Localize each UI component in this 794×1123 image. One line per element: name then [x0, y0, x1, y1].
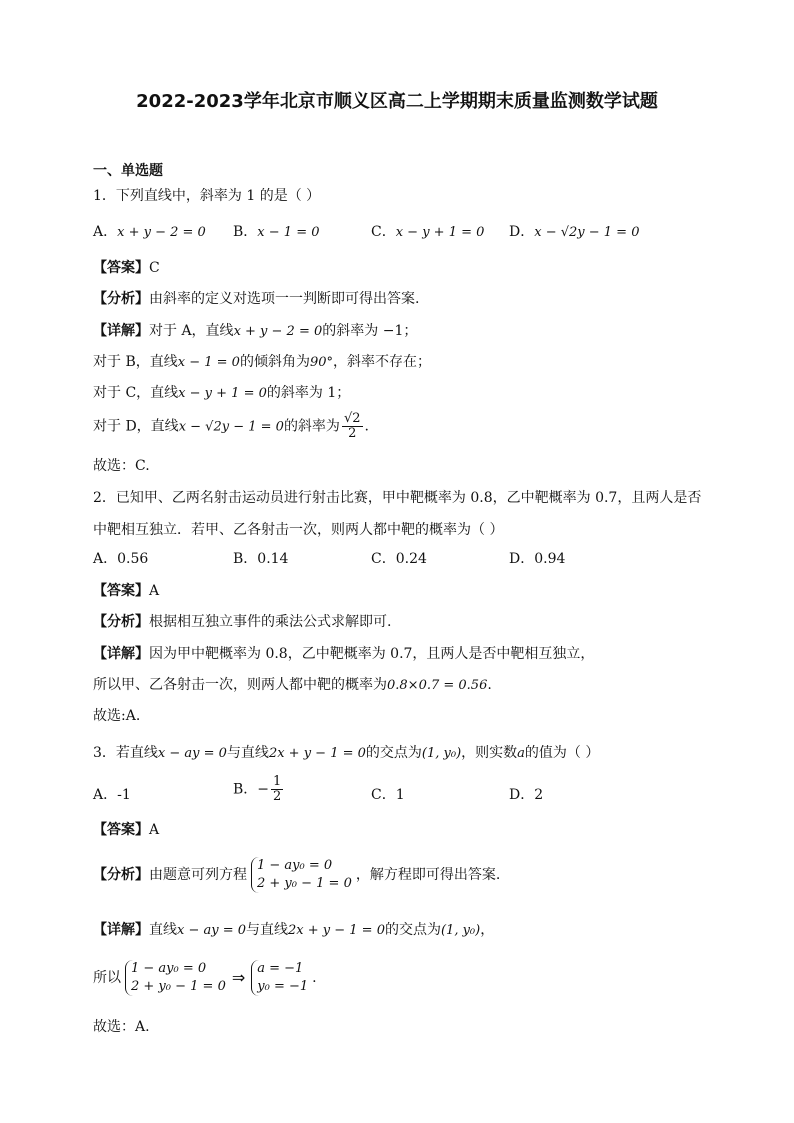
q1-detail-line-4: 对于 D，直线x − √2y − 1 = 0的斜率为 $\frac{√2}{2}$ .	[93, 411, 369, 441]
q3-analysis: 【分析】由题意可列方程 1 − ay₀ = 0 2 + y₀ − 1 = 0 ，解方程即可得出答案.	[93, 858, 501, 891]
q2-option-c: C．0.24	[371, 551, 427, 567]
q1-stem: 1．下列直线中，斜率为 1 的是（ ）	[93, 188, 321, 204]
q3-detail-line-1: 【详解】直线x − ay = 0与直线2x + y − 1 = 0的交点为(1, y₀)，	[93, 922, 495, 938]
equation-system: a = −1 y₀ = −1	[251, 960, 308, 996]
q1-detail-line-1: 【详解】对于 A，直线x + y − 2 = 0的斜率为 −1；	[93, 323, 418, 339]
q1-option-d: D．x − √2y − 1 = 0	[509, 224, 640, 240]
equation-system: 1 − ay₀ = 0 2 + y₀ − 1 = 0	[125, 960, 226, 996]
q1-option-b: B．x − 1 = 0	[233, 224, 320, 240]
q1-analysis: 【分析】由斜率的定义对选项一一判断即可得出答案.	[93, 291, 420, 307]
q2-option-a: A．0.56	[93, 551, 149, 567]
q1-detail-line-3: 对于 C，直线x − y + 1 = 0的斜率为 1；	[93, 385, 351, 401]
q1-option-c: C．x − y + 1 = 0	[371, 224, 485, 240]
q3-option-d: D．2	[509, 787, 544, 803]
q1-option-a: A．x + y − 2 = 0	[93, 224, 206, 240]
equation-system: 1 − ay₀ = 0 2 + y₀ − 1 = 0	[251, 857, 352, 893]
q1-detail-line-2: 对于 B，直线x − 1 = 0的倾斜角为90°，斜率不存在；	[93, 354, 431, 370]
q2-detail-line-2: 所以甲、乙各射击一次，则两人都中靶的概率为0.8×0.7 = 0.56.	[93, 677, 492, 693]
fraction: $\frac{1}{2}$	[273, 774, 282, 804]
q2-option-d: D．0.94	[509, 551, 566, 567]
q2-conclusion: 故选:A.	[93, 708, 141, 724]
q2-stem: 2．已知甲、乙两名射击运动员进行射击比赛，甲中靶概率为 0.8，乙中靶概率为 0.7，且两人是否中靶相互独立．若甲、乙各射击一次，则两人都中靶的概率为（ ）	[93, 490, 702, 538]
q2-answer: 【答案】A	[93, 583, 160, 599]
fraction: $\frac{√2}{2}$	[343, 411, 361, 441]
q3-conclusion: 故选：A.	[93, 1019, 150, 1035]
implies-arrow-icon: ⇒	[231, 968, 246, 987]
page-title: 2022-2023学年北京市顺义区高二上学期期末质量监测数学试题	[136, 91, 658, 112]
q3-option-a: A．-1	[93, 787, 131, 803]
q3-option-b: B．− $\frac{1}{2}$	[233, 774, 282, 804]
q1-conclusion: 故选：C.	[93, 458, 150, 474]
q3-answer: 【答案】A	[93, 822, 160, 838]
section-heading: 一、单选题	[93, 163, 163, 179]
q1-answer: 【答案】C	[93, 260, 160, 276]
q2-detail-line-1: 【详解】因为甲中靶概率为 0.8，乙中靶概率为 0.7，且两人是否中靶相互独立，	[93, 646, 595, 662]
q3-option-c: C．1	[371, 787, 405, 803]
q3-stem: 3．若直线x − ay = 0与直线2x + y − 1 = 0的交点为(1, y₀)，则实数a的值为（ ）	[93, 745, 600, 761]
q2-analysis: 【分析】根据相互独立事件的乘法公式求解即可.	[93, 614, 392, 630]
q3-detail-line-2: 所以 1 − ay₀ = 0 2 + y₀ − 1 = 0 ⇒ a = −1 y₀ = −1 .	[93, 961, 317, 994]
q2-option-b: B．0.14	[233, 551, 289, 567]
